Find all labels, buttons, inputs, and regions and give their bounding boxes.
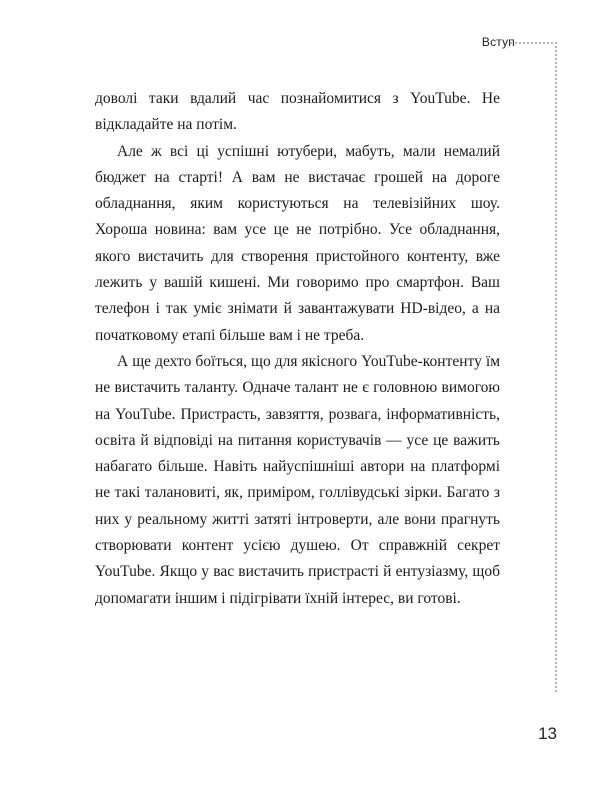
page-number: 13 — [538, 724, 557, 743]
paragraph-continuation: доволі таки вдалий час познайомитися з YouTube. Не відкладайте на потім. — [95, 90, 500, 134]
paragraph-budget: Але ж всі ці успішні ютубери, мабуть, мали немалий бюджет на старті! А вам не вистачає грошей на дороге обладнання, яким користуються на телевізійних шоу. Хороша новина: вам усе це не потрібно. Усе обладнання, якого вистачить для створення пристойного контенту, вже лежить у вашій кишені. Ми говоримо про смартфон. Ваш телефон і так уміє знімати й завантажувати HD-відео, а на початковому етапі більше вам і не треба. — [95, 142, 500, 344]
paragraph-talent: А ще дехто боїться, що для якісного YouTube-контенту їм не вистачить таланту. Одначе талант не є головною вимогою на YouTube. Пристрасть, завзяття, розвага, інформативність, освіта й відповіді на питання користувачів — усе це важить набагато більше. Навіть найуспішніші автори на платформі не такі талановиті, як, приміром, голлівудські зірки. Багато з них у реальному житті затяті інтроверти, але вони прагнуть створювати контент усією душею. От справжній секрет YouTube. Якщо у вас вистачить пристрасті й ентузіазму, щоб допомагати іншим і підігрівати їхній інтерес, ви готові. — [95, 352, 500, 607]
dotted-rule-top — [510, 42, 557, 44]
body-text — [95, 86, 500, 612]
dotted-rule-side — [555, 42, 557, 692]
running-head-title: Вступ — [481, 35, 515, 49]
